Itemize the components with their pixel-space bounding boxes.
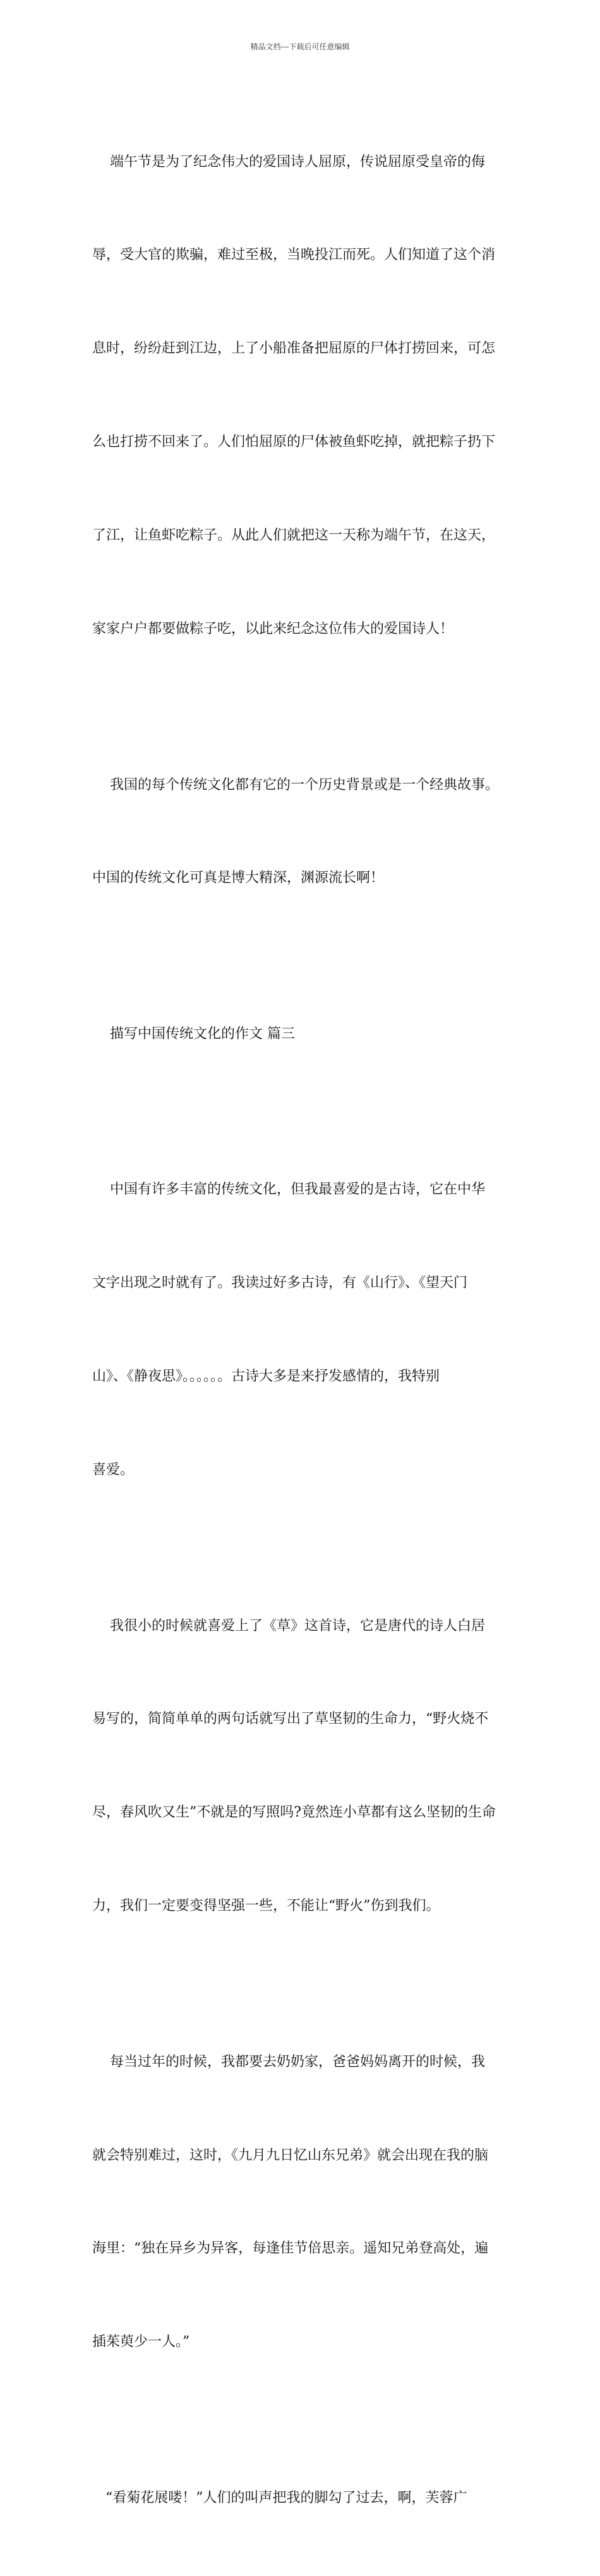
text-line: 尽，春风吹又生”不就是的写照吗?竟然连小草都有这么坚韧的生命 <box>92 1805 496 1821</box>
paragraph <box>92 1548 519 1984</box>
document-body <box>92 84 519 2576</box>
text-line: 文字出现之时就有了。我读过好多古诗，有《山行》、《望天门 <box>92 1275 468 1291</box>
paragraph <box>92 1984 519 2420</box>
text-line: 插茱萸少一人。” <box>92 2334 190 2350</box>
text-line: 中国有许多丰富的传统文化，但我最喜爱的是古诗，它在中华 <box>92 1182 485 1198</box>
text-line: 中国的传统文化可真是博大精深，渊源流长啊！ <box>92 870 385 886</box>
paragraph <box>92 2420 519 2575</box>
text-line: 么也打捞不回来了。人们怕屈原的尸体被鱼虾吃掉，就把粽子扔下 <box>92 434 496 450</box>
paragraph <box>92 707 519 956</box>
text-line: 了江，让鱼虾吃粽子。从此人们就把这一天称为端午节，在这天， <box>92 528 496 544</box>
text-line: 喜爱。 <box>92 1462 135 1478</box>
text-line: 每当过年的时候，我都要去奶奶家，爸爸妈妈离开的时候，我 <box>92 2053 485 2070</box>
text-line: 力，我们一定要变得坚强一些，不能让“野火”伤到我们。 <box>92 1898 440 1914</box>
text-line: 我国的每个传统文化都有它的一个历史背景或是一个经典故事。 <box>92 777 499 793</box>
page-header: 精品文档---下载后可任意编辑 <box>250 42 350 51</box>
text-line: 山》、《静夜思》。。。。。。古诗大多是来抒发感情的，我特别 <box>92 1369 440 1385</box>
text-line: 家家户户都要做粽子吃，以此来纪念这位伟大的爱国诗人！ <box>92 621 454 638</box>
text-line: 我很小的时候就喜爱上了《草》这首诗，它是唐代的诗人白居 <box>92 1618 485 1634</box>
text-line: 端午节是为了纪念伟大的爱国诗人屈原，传说屈原受皇帝的侮 <box>92 154 485 170</box>
text-line: 易写的，简简单单的两句话就写出了草坚韧的生命力，“野火烧不 <box>92 1711 489 1727</box>
text-line: 海里：“独在异乡为异客，每逢佳节倍思亲。遥知兄弟登高处，遍 <box>92 2240 489 2257</box>
paragraph <box>92 84 519 707</box>
text-line: 息时，纷纷赶到江边，上了小船准备把屈原的尸体打捞回来，可怎 <box>92 341 496 357</box>
text-line: 就会特别难过，这时，《九月九日忆山东兄弟》就会出现在我的脑 <box>92 2147 489 2163</box>
text-line: “看菊花展喽！”人们的叫声把我的脚勾了过去，啊，芙蓉广 <box>92 2489 467 2506</box>
paragraph <box>92 1112 519 1548</box>
text-line: 描写中国传统文化的作文 篇三 <box>92 1025 295 1042</box>
text-line: 辱，受大官的欺骗，难过至极，当晚投江而死。人们知道了这个消 <box>92 247 496 263</box>
section-heading <box>92 956 519 1111</box>
